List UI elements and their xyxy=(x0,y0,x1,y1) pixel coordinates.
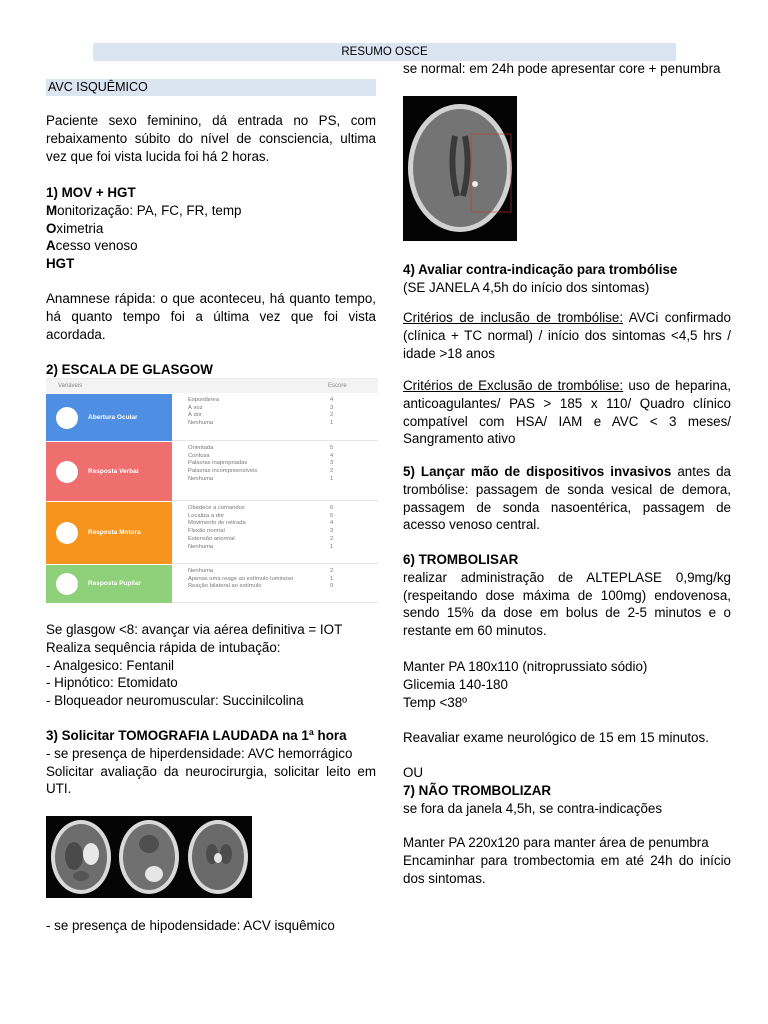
glasgow-row xyxy=(46,394,378,441)
glasgow-item: Localiza a dor xyxy=(188,512,225,519)
step4-sub: (SE JANELA 4,5h do início dos sintomas) xyxy=(403,279,650,295)
glasgow-score: 5 xyxy=(330,512,334,519)
glasgow-score: 3 xyxy=(330,404,334,411)
step5-block: 5) Lançar mão de dispositivos invasivos antes da trombólise: passagem de sonda vesical de demora, passagem de sonda nasoentérica, passagem de acesso venoso central. xyxy=(403,464,732,533)
glasgow-score: 5 xyxy=(330,445,334,451)
step6-targets xyxy=(403,658,731,711)
step7-enc: Encaminhar para trombectomia em até 24h do início dos sintomas. xyxy=(403,852,731,886)
glasgow-item: Flexão normal xyxy=(188,528,225,535)
step6-title: 6) TROMBOLISAR xyxy=(403,552,519,567)
glasgow-item: Nenhuma xyxy=(188,420,214,427)
step3-line2: Solicitar avaliação da neurocirurgia, solicitar leito em UTI. xyxy=(46,763,376,797)
glasgow-row xyxy=(46,502,378,564)
note-line: Realiza sequência rápida de intubação: xyxy=(46,639,281,655)
ct-normal-image xyxy=(403,96,517,241)
glasgow-item: Extensão anormal xyxy=(188,535,235,542)
step3-line1: - se presença de hiperdensidade: AVC hemorrágico xyxy=(46,745,353,761)
glasgow-category-label: Resposta Pupilar xyxy=(88,580,142,588)
step7-block xyxy=(403,764,731,817)
step7-text: se fora da janela 4,5h, se contra-indicações xyxy=(403,800,663,816)
col-variaveis: Variáveis xyxy=(58,383,83,389)
step7-pa: Manter PA 220x120 para manter área de penumbra xyxy=(403,835,709,850)
glasgow-item: Apenas uma reage ao estímulo luminoso xyxy=(188,575,294,582)
page-header: RESUMO OSCE xyxy=(93,43,676,61)
anamnese-paragraph: Anamnese rápida: o que aconteceu, há quanto tempo, há quanto tempo foi a última vez que foi vista acordada. xyxy=(46,291,376,342)
step3-title: 3) Solicitar TOMOGRAFIA LAUDADA na 1ª hora xyxy=(46,728,347,743)
glasgow-item: Confusa xyxy=(188,452,210,459)
glasgow-item: Nenhuma xyxy=(188,543,214,550)
step3-line3: - se presença de hipodensidade: ACV isquêmico xyxy=(46,918,335,933)
glasgow-category xyxy=(46,502,172,564)
glasgow-category-label: Abertura Ocular xyxy=(88,413,138,421)
glasgow-item: Movimento de retirada xyxy=(188,520,246,527)
glasgow-score: 2 xyxy=(330,412,334,419)
glasgow-category xyxy=(46,394,172,441)
glasgow-category-label: Resposta Motora xyxy=(88,529,141,537)
glasgow-row xyxy=(46,442,378,501)
glasgow-score: 1 xyxy=(330,475,334,482)
glasgow-score: 2 xyxy=(330,568,334,574)
section-title: AVC ISQUÊMICO xyxy=(46,79,376,96)
mov-m-line: Monitorização: PA, FC, FR, temp xyxy=(46,202,242,218)
glasgow-score: 0 xyxy=(330,583,334,590)
step6-reav: Reavaliar exame neurológico de 15 em 15 minutos. xyxy=(403,730,709,745)
col-escore: Escore xyxy=(328,383,347,389)
glasgow-item: Nenhuma xyxy=(188,568,214,574)
intro-paragraph: Paciente sexo feminino, dá entrada no PS, com rebaixamento súbito do nível de consciencia, ultima vez que foi vista lucida foi há 2 horas. xyxy=(46,113,376,164)
glasgow-score: 1 xyxy=(330,420,334,427)
step4-block xyxy=(403,261,731,297)
glasgow-score: 6 xyxy=(330,505,334,511)
glasgow-item: Palavras incompreensíveis xyxy=(188,468,258,475)
glasgow-score: 4 xyxy=(330,397,334,403)
glasgow-table xyxy=(46,378,378,604)
glasgow-item: Reação bilateral ao estímulo xyxy=(188,583,262,590)
step6-text: realizar administração de ALTEPLASE 0,9mg/kg (respeitando dose máxima de 100mg) endovenosa, sendo 15% da dose em bolus de 2-5 minutos e o restante em 60 minutos. xyxy=(403,569,731,639)
glasgow-score: 4 xyxy=(330,452,334,459)
mouth-icon xyxy=(56,461,78,483)
step6-pa: Manter PA 180x110 (nitroprussiato sódio) xyxy=(403,659,648,674)
glasgow-score: 4 xyxy=(330,520,334,527)
exclusion-criteria: Critérios de Exclusão de trombólise: uso de heparina, anticoagulantes/ PAS > 185 x 110/ Quadro clínico compatível com HSA/ IAM e AVC < 3 meses/ Sangramento ativo xyxy=(403,378,731,447)
step1-block xyxy=(46,184,376,273)
glasgow-score: 1 xyxy=(330,543,334,550)
step6-block xyxy=(403,551,731,640)
note-line: - Hipnótico: Etomidato xyxy=(46,675,178,691)
glasgow-item: À dor xyxy=(188,412,202,419)
note-line: - Bloqueador neuromuscular: Succinilcolina xyxy=(46,693,304,709)
step4-title: 4) Avaliar contra-indicação para trombólise xyxy=(403,262,678,277)
glasgow-item: Obedece a comandos xyxy=(188,505,245,511)
note-line: - Analgesico: Fentanil xyxy=(46,657,175,673)
step6-temp: Temp <38º xyxy=(403,694,468,710)
step7-title: 7) NÃO TROMBOLIZAR xyxy=(403,782,552,798)
step3-block xyxy=(46,727,376,798)
glasgow-item: Orientada xyxy=(188,445,214,451)
glasgow-category-label: Resposta Verbal xyxy=(88,467,139,475)
ct-hemorrhage-image xyxy=(46,816,252,898)
hand-icon xyxy=(56,522,78,544)
glasgow-item: À voz xyxy=(188,404,203,411)
glasgow-score: 2 xyxy=(330,468,334,475)
glasgow-score: 3 xyxy=(330,460,334,467)
glasgow-category xyxy=(46,565,172,603)
step6-glic: Glicemia 140-180 xyxy=(403,676,508,692)
glasgow-item: Nenhuma xyxy=(188,475,214,482)
note-line: Se glasgow <8: avançar via aérea definitiva = IOT xyxy=(46,622,343,637)
mov-o-line: Oximetria xyxy=(46,220,104,236)
step2-title: 2) ESCALA DE GLASGOW xyxy=(46,362,213,377)
inclusion-criteria: Critérios de inclusão de trombólise: AVCi confirmado (clínica + TC normal) / início dos sintomas <4,5 hrs / idade >18 anos xyxy=(403,310,731,361)
eye-icon xyxy=(56,407,78,429)
step1-title: 1) MOV + HGT xyxy=(46,185,136,200)
step7-actions xyxy=(403,834,731,887)
hgt-line: HGT xyxy=(46,256,75,272)
pupil-icon xyxy=(56,573,78,595)
ou-text: OU xyxy=(403,765,424,780)
mov-a-line: Acesso venoso xyxy=(46,238,138,254)
glasgow-score: 3 xyxy=(330,528,334,535)
glasgow-score: 1 xyxy=(330,575,334,582)
glasgow-category xyxy=(46,442,172,501)
glasgow-notes xyxy=(46,621,376,710)
step5-title: 5) Lançar mão de dispositivos invasivos xyxy=(403,464,672,479)
glasgow-row xyxy=(46,565,378,603)
glasgow-item: Palavras inapropriadas xyxy=(188,460,248,467)
glasgow-item: Espontânea xyxy=(188,397,219,403)
glasgow-header xyxy=(46,379,378,393)
glasgow-score: 2 xyxy=(330,535,334,542)
right-top-text: se normal: em 24h pode apresentar core + penumbra xyxy=(403,61,721,76)
